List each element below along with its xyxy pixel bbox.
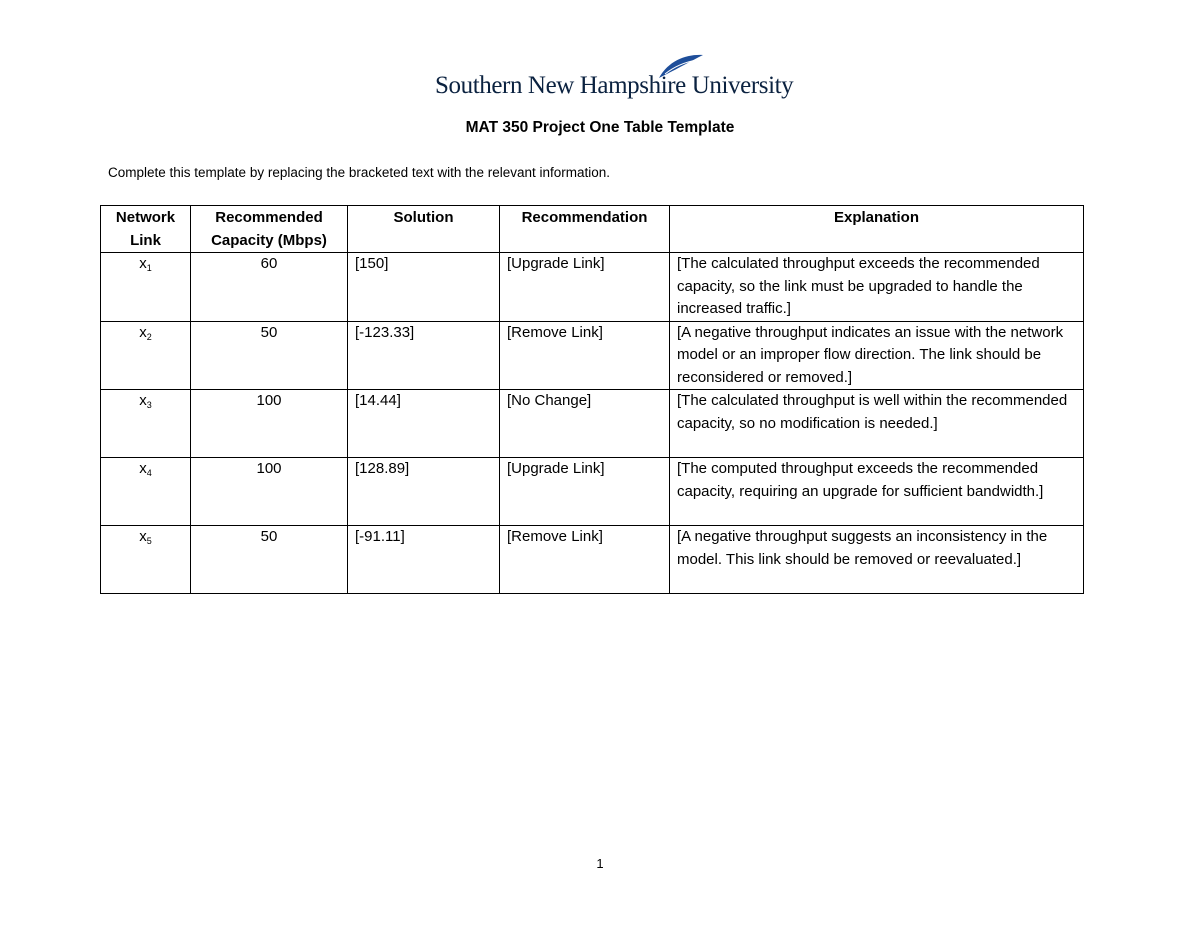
recommendation-cell: [Upgrade Link] <box>500 458 670 526</box>
explanation-cell: [The calculated throughput is well within the recommended capacity, so no modification is needed.] <box>670 390 1084 458</box>
explanation-cell: [A negative throughput suggests an inconsistency in the model. This link should be removed or reevaluated.] <box>670 526 1084 594</box>
network-link-cell: $x_4$ <box>101 458 191 526</box>
solution-cell: [14.44] <box>348 390 500 458</box>
instructions-text: Complete this template by replacing the bracketed text with the relevant information. <box>108 165 611 180</box>
network-link-cell: $x_5$ <box>101 526 191 594</box>
logo-text: Southern New Hampshire University <box>435 72 794 99</box>
table-row <box>101 390 1084 458</box>
header-solution: Solution <box>348 206 500 253</box>
capacity-cell: 60 <box>191 253 348 322</box>
project-table <box>100 205 1084 594</box>
solution-cell: [-91.11] <box>348 526 500 594</box>
table-header-row <box>101 206 1084 253</box>
university-logo <box>435 52 794 104</box>
recommendation-cell: [No Change] <box>500 390 670 458</box>
table-row <box>101 253 1084 322</box>
recommendation-cell: [Remove Link] <box>500 526 670 594</box>
header-recommendation: Recommendation <box>500 206 670 253</box>
header-explanation: Explanation <box>670 206 1084 253</box>
page-number: 1 <box>596 856 604 871</box>
explanation-cell: [A negative throughput indicates an issue with the network model or an improper flow direction. The link should be reconsidered or removed.] <box>670 321 1084 390</box>
network-link-cell: $x_1$ <box>101 253 191 322</box>
table-row <box>101 526 1084 594</box>
table-row <box>101 321 1084 390</box>
recommendation-cell: [Remove Link] <box>500 321 670 390</box>
solution-cell: [128.89] <box>348 458 500 526</box>
capacity-cell: 50 <box>191 526 348 594</box>
explanation-cell: [The calculated throughput exceeds the recommended capacity, so the link must be upgraded to handle the increased traffic.] <box>670 253 1084 322</box>
explanation-cell: [The computed throughput exceeds the recommended capacity, requiring an upgrade for sufficient bandwidth.] <box>670 458 1084 526</box>
capacity-cell: 50 <box>191 321 348 390</box>
network-link-cell: $x_3$ <box>101 390 191 458</box>
solution-cell: [150] <box>348 253 500 322</box>
network-link-cell: $x_2$ <box>101 321 191 390</box>
header-network-link: Network Link <box>101 206 191 253</box>
solution-cell: [-123.33] <box>348 321 500 390</box>
document-title: MAT 350 Project One Table Template <box>465 119 735 136</box>
capacity-cell: 100 <box>191 390 348 458</box>
capacity-cell: 100 <box>191 458 348 526</box>
header-capacity: Recommended Capacity (Mbps) <box>191 206 348 253</box>
recommendation-cell: [Upgrade Link] <box>500 253 670 322</box>
table-row <box>101 458 1084 526</box>
